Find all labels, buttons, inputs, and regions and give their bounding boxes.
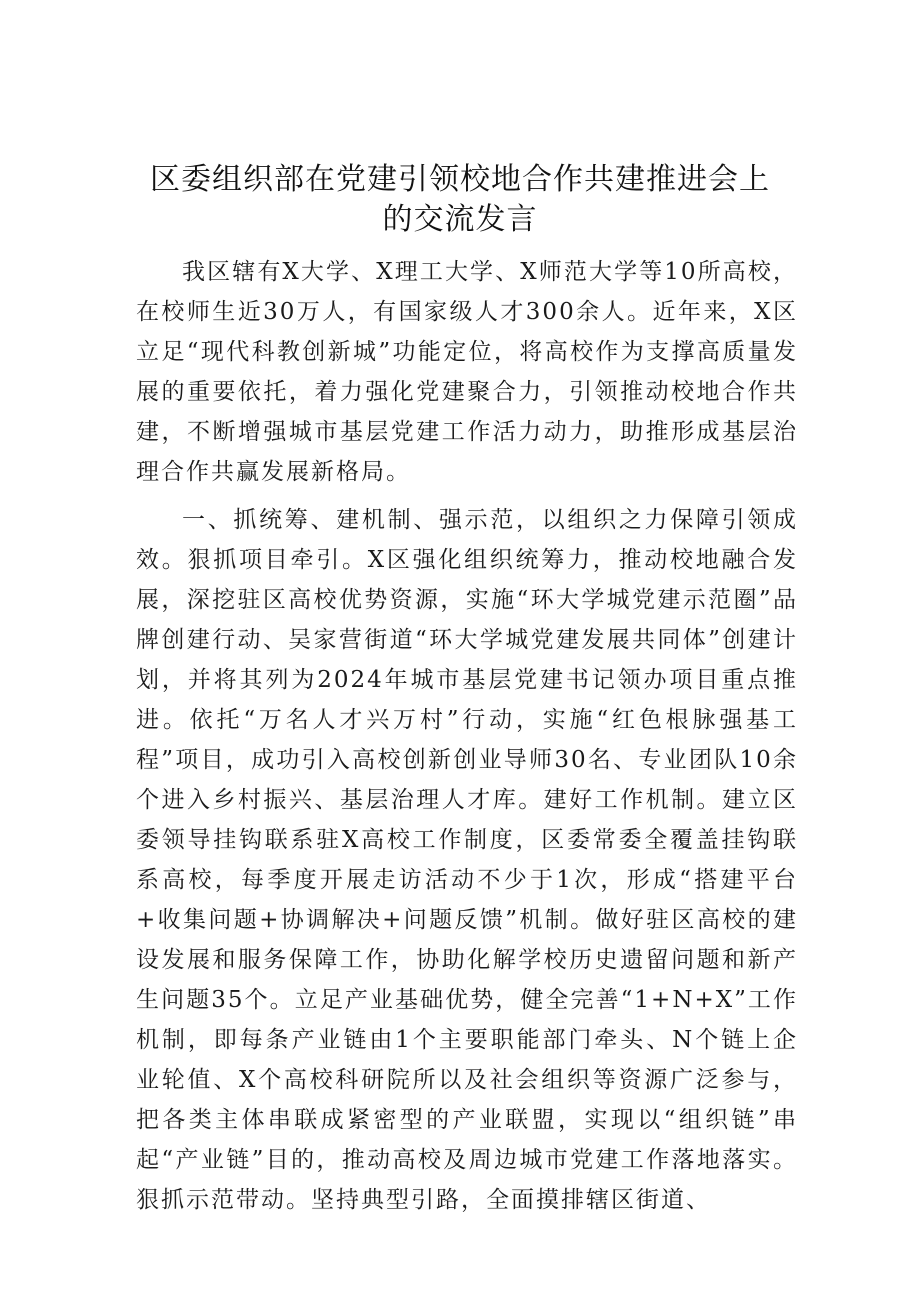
document-title: 区委组织部在党建引领校地合作共建推进会上的交流发言	[150, 162, 770, 237]
document-body	[136, 252, 798, 1220]
paragraph-section-one: 一、抓统筹、建机制、强示范，以组织之力保障引领成效。狠抓项目牵引。X区强化组织统筹力，推动校地融合发展，深挖驻区高校优势资源，实施“环大学城党建示范圈”品牌创建行动、吴家营街道“环大学城党建发展共同体”创建计划，并将其列为2024年城市基层党建书记领办项目重点推进。依托“万名人才兴万村”行动，实施“红色根脉强基工程”项目，成功引入高校创新创业导师30名、专业团队10余个进入乡村振兴、基层治理人才库。建好工作机制。建立区委领导挂钩联系驻X高校工作制度，区委常委全覆盖挂钩联系高校，每季度开展走访活动不少于1次，形成“搭建平台+收集问题+协调解决+问题反馈”机制。做好驻区高校的建设发展和服务保障工作，协助化解学校历史遗留问题和新产生问题35个。立足产业基础优势，健全完善“1+N+X”工作机制，即每条产业链由1个主要职能部门牵头、N个链上企业轮值、X个高校科研院所以及社会组织等资源广泛参与，把各类主体串联成紧密型的产业联盟，实现以“组织链”串起“产业链”目的，推动高校及周边城市党建工作落地落实。狠抓示范带动。坚持典型引路，全面摸排辖区街道、	[136, 507, 798, 1213]
paragraph-intro: 我区辖有X大学、X理工大学、X师范大学等10所高校，在校师生近30万人，有国家级人才300余人。近年来，X区立足“现代科教创新城”功能定位，将高校作为支撑高质量发展的重要依托，着力强化党建聚合力，引领推动校地合作共建，不断增强城市基层党建工作活力动力，助推形成基层治理合作共赢发展新格局。	[136, 259, 798, 485]
